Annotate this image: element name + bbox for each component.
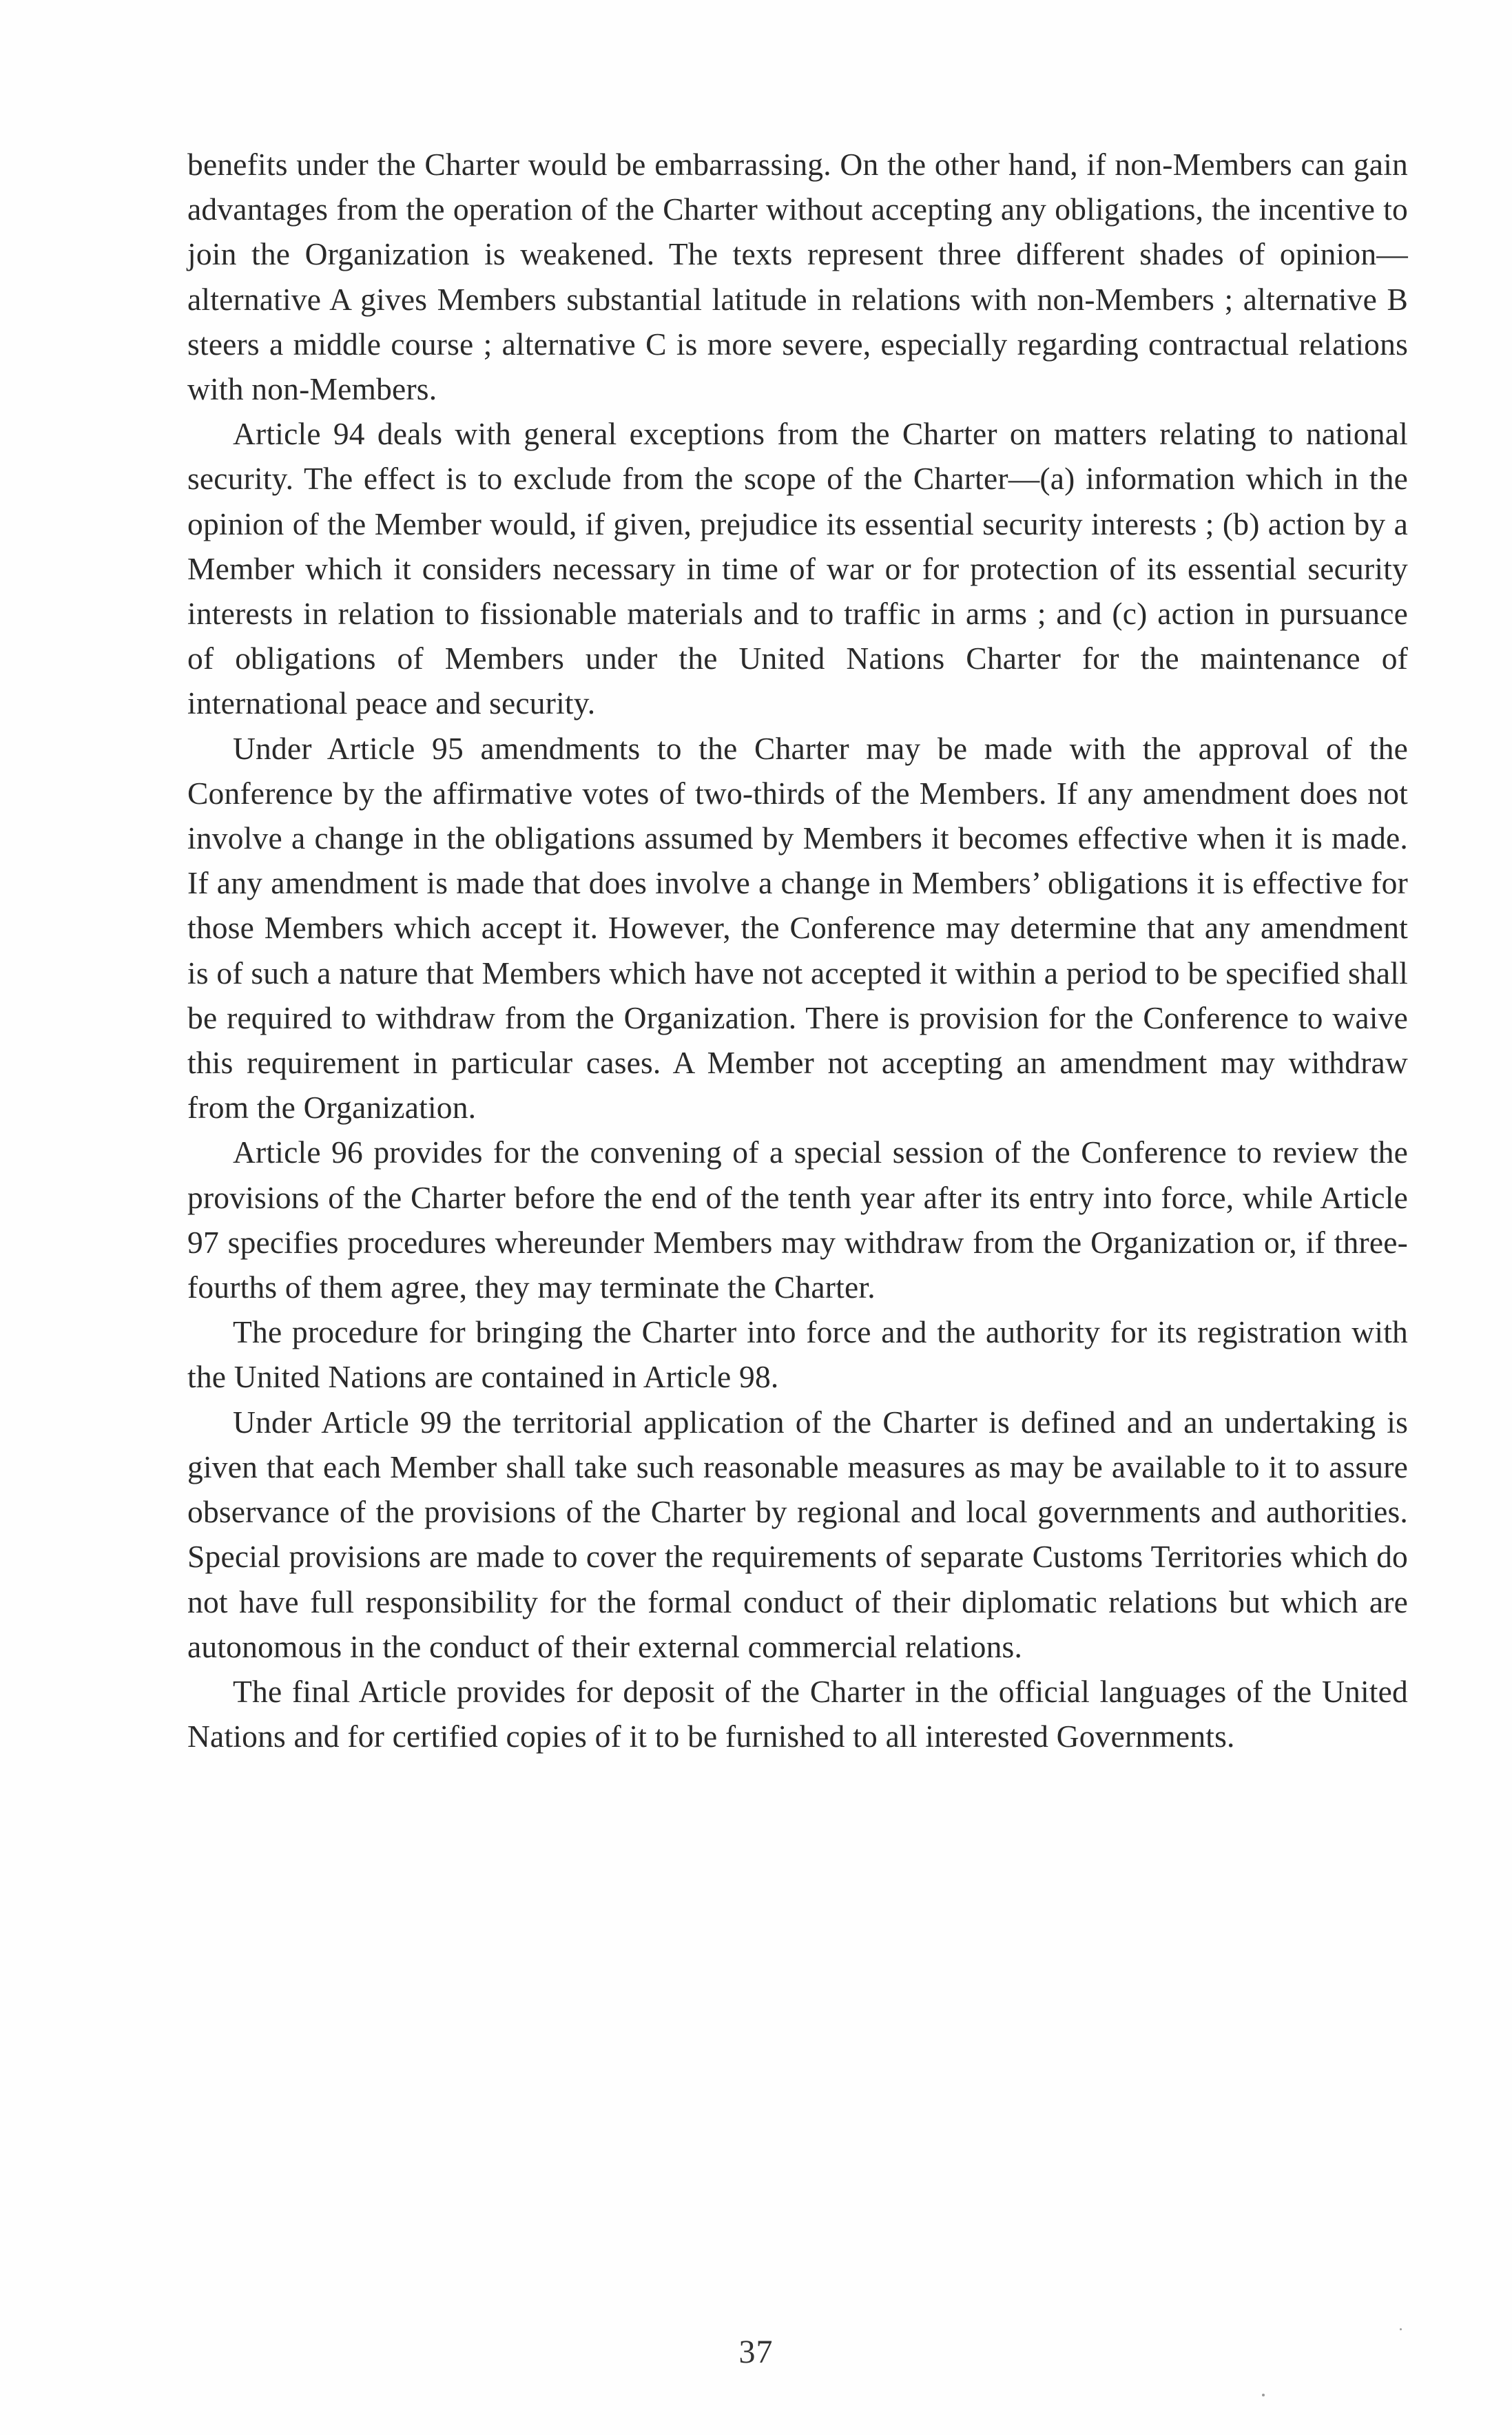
paragraph-article-95: Under Article 95 amendments to the Charter may be made with the approval of the Conference by the affirmative votes of two-thirds of the Members. If any amendment does not involve a change in the obligations assumed by Members it becomes effective when it is made. If any amendment is made that does involve a change in Members’ obligations it is effective for those Members which accept it. However, the Conference may determine that any amendment is of such a nature that Members which have not accepted it within a period to be specified shall be required to withdraw from the Organization. There is provision for the Conference to waive this requirement in particular cases. A Member not accepting an amendment may withdraw from the Organization. xyxy=(187,730,1408,1126)
paragraph-article-94: Article 94 deals with general exceptions from the Charter on matters relating to national security. The effect is to exclude from the scope of the Charter—(a) information which in the opinion of the Member would, if given, prejudice its essential security interests ; (b) action by a Member which it considers necessary in time of war or for protection of its essential security interests in relation to fissionable materials and to traffic in arms ; and (c) action in pursuance of obligations of Members under the United Nations Charter for the maintenance of international peace and security. xyxy=(187,416,1408,721)
page-number: 37 xyxy=(738,2334,774,2370)
paragraph-article-99: Under Article 99 the territorial application of the Charter is defined and an undertaking is given that each Member shall take such reasonable measures as may be available to it to assure observance of the provisions of the Charter by regional and local governments and authorities. Special provisions are made to cover the requirements of separate Customs Territories which do not have full responsibility for the formal conduct of their diplomatic relations but which are autonomous in the conduct of their external commercial relations. xyxy=(187,1404,1408,1664)
paper-speck xyxy=(1262,2394,1265,2396)
body-text xyxy=(187,142,1408,1759)
paragraph-article-98: The procedure for bringing the Charter into force and the authority for its registration with the United Nations are contained in Article 98. xyxy=(187,1314,1408,1395)
paragraph-final-article: The final Article provides for deposit of the Charter in the official languages of the United Nations and for certified copies of it to be furnished to all interested Governments. xyxy=(187,1673,1408,1754)
paragraph-article-96-97: Article 96 provides for the convening of a special session of the Conference to review the provisions of the Charter before the end of the tenth year after its entry into force, while Article 97 specifies procedures whereunder Members may withdraw from the Organization or, if three-fourths of them agree, they may terminate the Charter. xyxy=(187,1134,1408,1305)
paragraph-continuation: benefits under the Charter would be embarrassing. On the other hand, if non-Members can gain advantages from the operation of the Charter without accepting any obligations, the incentive to join the Organization is weakened. The texts represent three different shades of opinion—alternative A gives Members substantial latitude in relations with non-Members ; alternative B steers a middle course ; alternative C is more severe, especially regarding contractual relations with non-Members. xyxy=(187,147,1408,407)
paper-speck xyxy=(1400,2328,1402,2330)
